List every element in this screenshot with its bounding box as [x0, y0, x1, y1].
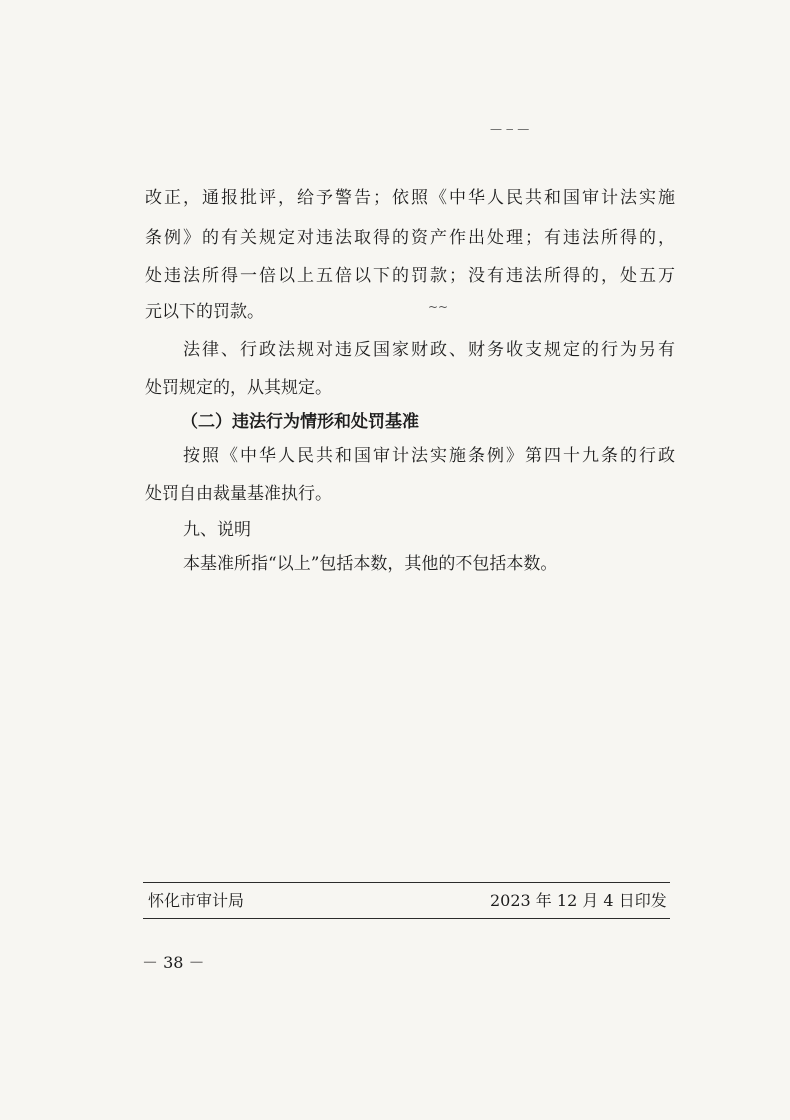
footer-issuer: 怀化市审计局 [148, 891, 245, 910]
page-number: － 38 － [142, 953, 205, 972]
paragraph-line: 本基准所指“以上”包括本数，其他的不包括本数。 [183, 554, 558, 574]
paragraph-line: 条例》的有关规定对违法取得的资产作出处理；有违法所得的， [145, 228, 675, 248]
paragraph-line: 处罚规定的，从其规定。 [145, 378, 332, 398]
paragraph-line: 处罚自由裁量基准执行。 [145, 484, 332, 504]
paragraph-line: 按照《中华人民共和国审计法实施条例》第四十九条的行政 [183, 446, 675, 466]
footer-rule-top [143, 882, 670, 883]
section-heading: （二）违法行为情形和处罚基准 [181, 412, 419, 432]
paragraph-line: 处违法所得一倍以上五倍以下的罚款；没有违法所得的，处五万 [145, 266, 675, 286]
section-heading: 九、说明 [183, 520, 251, 540]
scan-mark-top: — ‒ — [490, 122, 530, 136]
paragraph-line: 元以下的罚款。 [145, 302, 264, 322]
paragraph-line: 改正，通报批评，给予警告；依照《中华人民共和国审计法实施 [145, 188, 675, 208]
footer-rule-bottom [143, 918, 670, 919]
paragraph-line: 法律、行政法规对违反国家财政、财务收支规定的行为另有 [183, 340, 675, 360]
footer-date: 2023 年 12 月 4 日印发 [490, 891, 667, 910]
scan-mark-scribble: ~~ [428, 300, 449, 314]
